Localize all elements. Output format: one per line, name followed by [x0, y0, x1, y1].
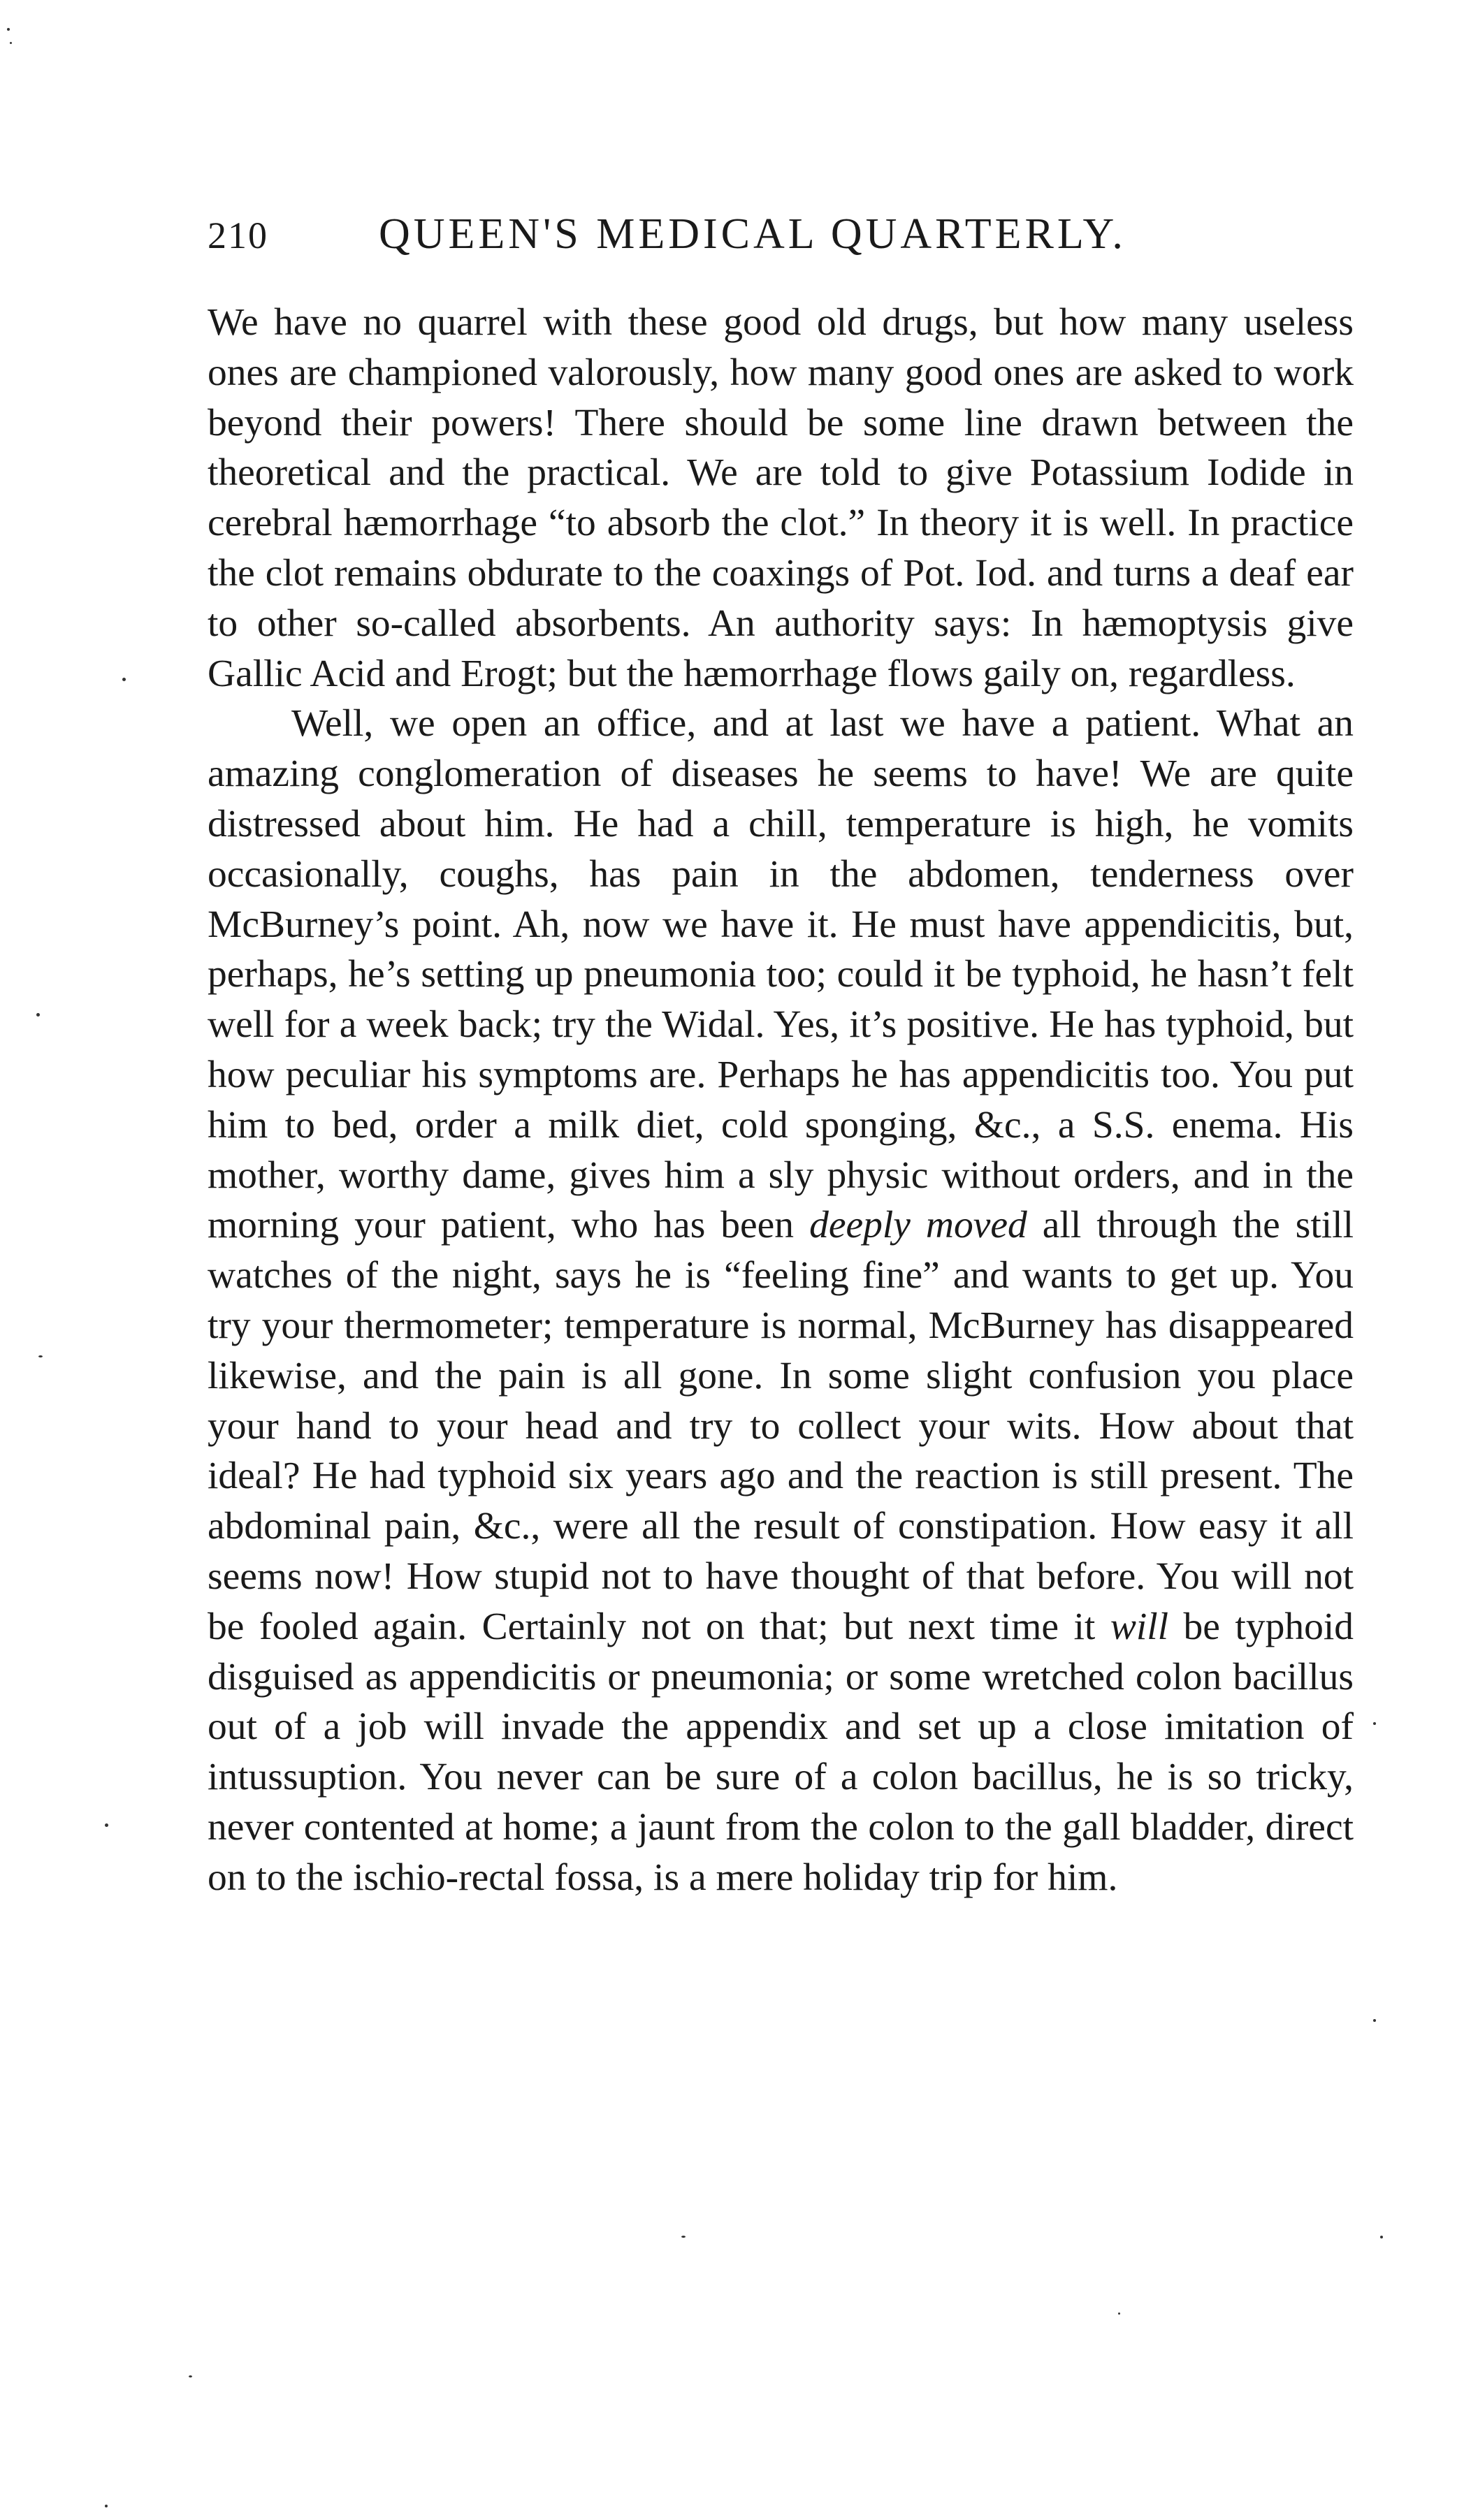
paragraph-text: Well, we open an office, and at last we have a patient. What an amazing conglomeration of diseases he seems to have! We are quite distressed about him. He had a chill, temperature is high, he vomits occasionally, coughs, has pain in the abdomen, tenderness over McBurney’s point. Ah, now we have it. He must have appendicitis, but, perhaps, he’s setting up pneumonia too; could it be typhoid, he hasn’t felt well for a week back; try the Widal. Yes, it’s positive. He has typhoid, but how peculiar his symptoms are. Perhaps he has appendicitis too. You put him to bed, order a milk diet, cold sponging, &c., a S.S. enema. His mother, worthy dame, gives him a sly physic without orders, and in the morning your patient, who has been	[208, 702, 1354, 1247]
scan-speck	[1380, 2236, 1383, 2238]
scan-speck	[1373, 2019, 1376, 2022]
running-title: QUEEN'S MEDICAL QUARTERLY.	[379, 210, 1126, 258]
scan-speck	[36, 1013, 40, 1017]
scan-speck	[105, 2505, 108, 2507]
scan-speck	[1118, 2313, 1120, 2315]
scan-speck	[189, 2375, 192, 2377]
italic-word: will	[1110, 1605, 1169, 1648]
paragraph-2	[208, 699, 1354, 1902]
page-number: 210	[208, 214, 268, 256]
paragraph-1	[208, 298, 1354, 699]
body-text	[208, 298, 1354, 1903]
scan-speck	[38, 1355, 43, 1357]
running-header	[208, 210, 1354, 265]
paragraph-text: be typhoid disguised as appendicitis or pneumonia; or some wretched colon bacillus out of a job will invade the appendix and set up a close imitation of intussuption. You never can be sure of a colon bacillus, he is so tricky, never contented at home; a jaunt from the colon to the gall bladder, direct on to the ischio-rectal fossa, is a mere holiday trip for him.	[208, 1605, 1354, 1899]
scan-speck	[7, 28, 10, 31]
scan-speck	[105, 1823, 108, 1827]
scan-speck	[10, 42, 12, 44]
paragraph-text: We have no quarrel with these good old drugs, but how many useless ones are championed valorously, how many good ones are asked to work beyond their powers! There should be some line drawn between the theoretical and the practical. We are told to give Potassium Iodide in cerebral hæmorrhage “to absorb the clot.” In theory it is well. In practice the clot remains obdurate to the coaxings of Pot. Iod. and turns a deaf ear to other so-called absorbents. An authority says: In hæmoptysis give Gallic Acid and Erogt; but the hæmorrhage flows gaily on, regardless.	[208, 301, 1354, 695]
paragraph-text: all through the still watches of the night, says he is “feeling fine” and wants to get up. You try your thermometer; temperature is normal, McBurney has disappeared likewise, and the pain is all gone. In some slight confusion you place your hand to your head and try to collect your wits. How about that ideal? He had typhoid six years ago and the reaction is still present. The abdominal pain, &c., were all the result of constipation. How easy it all seems now! How stupid not to have thought of that before. You will not be fooled again. Certainly not on that; but next time it	[208, 1204, 1354, 1648]
scan-speck	[122, 678, 126, 681]
document-page	[208, 210, 1354, 1903]
italic-phrase: deeply moved	[809, 1204, 1027, 1247]
scan-speck	[681, 2236, 686, 2238]
scan-speck	[1373, 1722, 1376, 1725]
